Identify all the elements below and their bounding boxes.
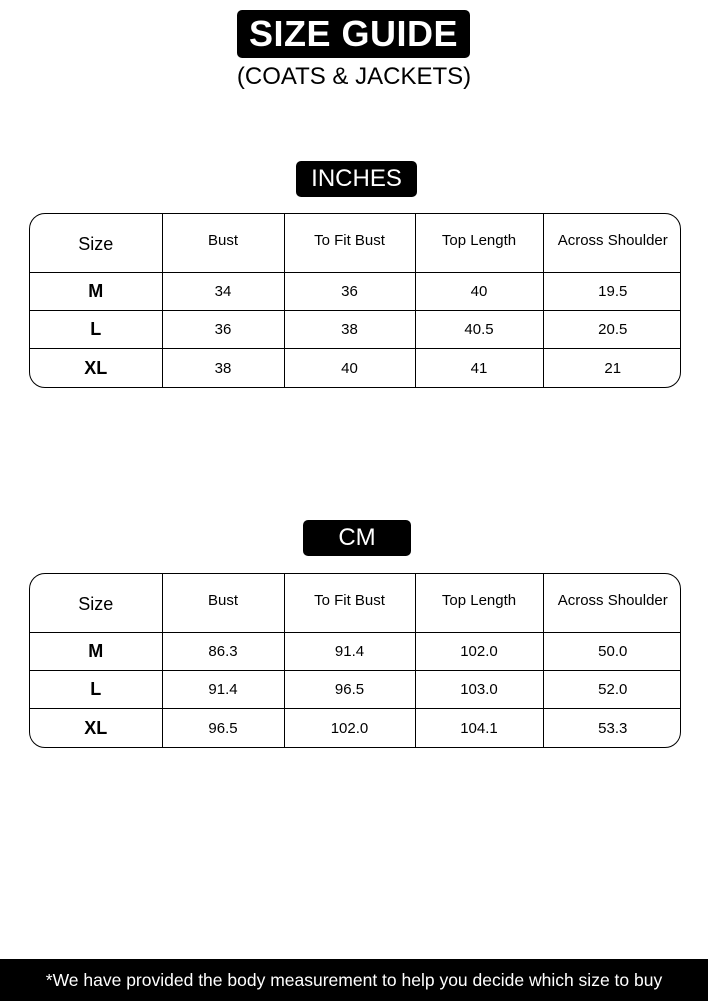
page-subtitle: (COATS & JACKETS): [236, 63, 472, 90]
table-cell: 91.4: [284, 632, 415, 670]
size-cell: XL: [30, 349, 162, 387]
table-cell: 40: [284, 349, 415, 387]
table-header-row: [30, 574, 681, 632]
column-header-bust: Bust: [162, 574, 284, 632]
cm-table: [29, 573, 681, 748]
size-cell: XL: [30, 709, 162, 747]
table-cell: 102.0: [284, 709, 415, 747]
table-cell: 34: [162, 272, 284, 310]
column-header-to-fit-bust: To Fit Bust: [284, 574, 415, 632]
table-cell: 96.5: [162, 709, 284, 747]
page-title: SIZE GUIDE: [237, 10, 470, 58]
column-header-size: Size: [30, 214, 162, 272]
table-cell: 36: [162, 311, 284, 349]
table-cell: 91.4: [162, 671, 284, 709]
table-cell: 36: [284, 272, 415, 310]
table-cell: 50.0: [543, 632, 681, 670]
footer-note: *We have provided the body measurement to help you decide which size to buy: [0, 959, 708, 1001]
table-row: [30, 272, 681, 310]
table-cell: 86.3: [162, 632, 284, 670]
table-cell: 53.3: [543, 709, 681, 747]
table-cell: 38: [284, 311, 415, 349]
inches-label: INCHES: [296, 161, 417, 197]
table-header-row: [30, 214, 681, 272]
column-header-to-fit-bust: To Fit Bust: [284, 214, 415, 272]
table-cell: 103.0: [415, 671, 543, 709]
column-header-top-length: Top Length: [415, 574, 543, 632]
table-cell: 20.5: [543, 311, 681, 349]
column-header-size: Size: [30, 574, 162, 632]
table-row: [30, 349, 681, 387]
size-cell: M: [30, 632, 162, 670]
table-cell: 40: [415, 272, 543, 310]
table-cell: 52.0: [543, 671, 681, 709]
table-cell: 40.5: [415, 311, 543, 349]
table-row: [30, 671, 681, 709]
table-row: [30, 709, 681, 747]
column-header-across-shoulder: Across Shoulder: [543, 214, 681, 272]
table-cell: 41: [415, 349, 543, 387]
cm-label: CM: [303, 520, 411, 556]
table-row: [30, 632, 681, 670]
column-header-top-length: Top Length: [415, 214, 543, 272]
size-cell: L: [30, 671, 162, 709]
size-cell: M: [30, 272, 162, 310]
size-cell: L: [30, 311, 162, 349]
column-header-across-shoulder: Across Shoulder: [543, 574, 681, 632]
table-row: [30, 311, 681, 349]
table-cell: 96.5: [284, 671, 415, 709]
column-header-bust: Bust: [162, 214, 284, 272]
table-cell: 21: [543, 349, 681, 387]
table-cell: 104.1: [415, 709, 543, 747]
table-cell: 38: [162, 349, 284, 387]
inches-table: [29, 213, 681, 388]
table-cell: 19.5: [543, 272, 681, 310]
table-cell: 102.0: [415, 632, 543, 670]
